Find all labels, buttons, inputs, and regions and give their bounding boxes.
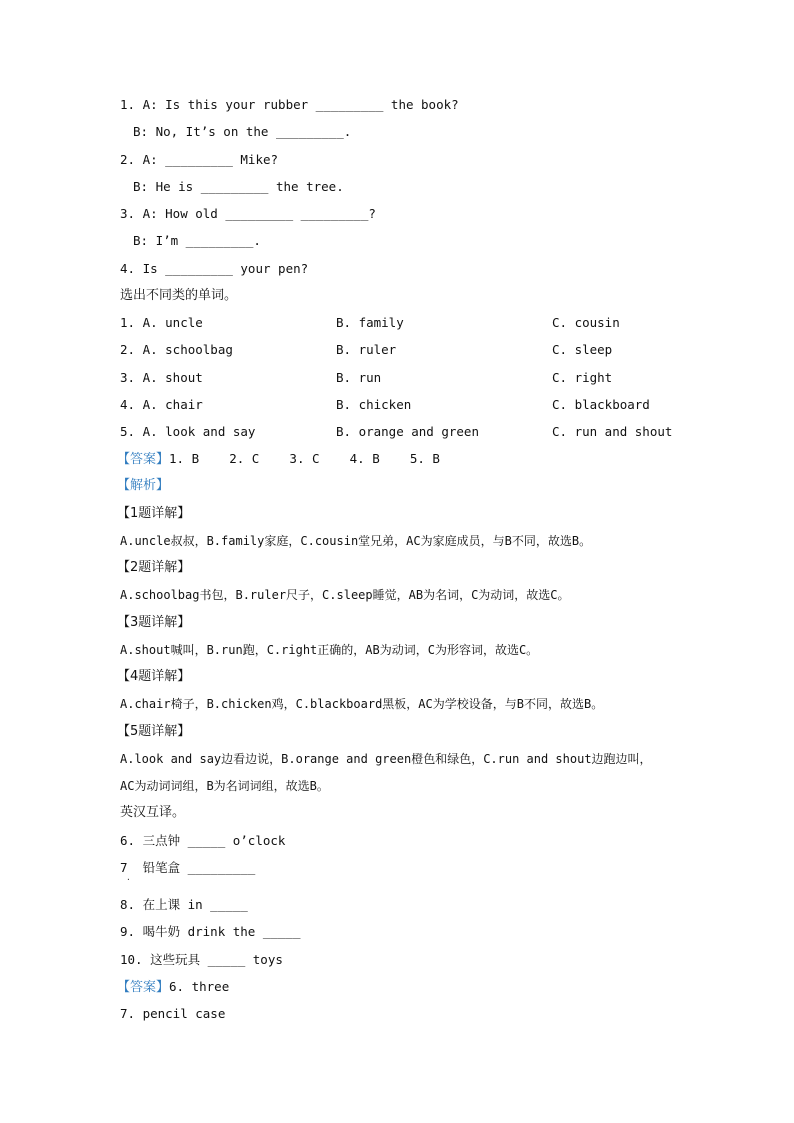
detail-5-title: 【5题详解】 [117, 724, 191, 739]
odd-row-1-option-a: 1. A. uncle [120, 315, 203, 330]
detail-3-text: A.shout喊叫，B.run跑，C.right正确的，AB为动词，C为形容词，故选C。 [120, 643, 539, 657]
odd-row-5 [120, 422, 673, 442]
detail-4-title: 【4题详解】 [117, 669, 191, 684]
translate-answer-6-text: 6. three [169, 979, 230, 994]
detail-1-text: A.uncle叔叔，B.family家庭，C.cousin堂兄弟，AC为家庭成员，与B不同，故选B。 [120, 534, 592, 548]
detail-5-text-continued: AC为动词词组，B为名词词组，故选B。 [120, 779, 329, 793]
odd-row-4-option-c: C. blackboard [552, 397, 650, 412]
odd-row-5-option-c: C. run and shout [552, 424, 673, 439]
translate-answer-label: 【答案】 [117, 980, 170, 995]
odd-row-3-option-c: C. right [552, 370, 613, 385]
detail-2-text: A.schoolbag书包，B.ruler尺子，C.sleep睡觉，AB为名词，C为动词，故选C。 [120, 588, 570, 602]
odd-row-4-option-b: B. chicken [336, 397, 412, 412]
odd-row-4-option-a: 4. A. chair [120, 397, 203, 412]
odd-row-2-option-a: 2. A. schoolbag [120, 342, 233, 357]
detail-2-title: 【2题详解】 [117, 560, 191, 575]
odd-row-4 [120, 395, 650, 415]
odd-one-out-heading: 选出不同类的单词。 [120, 288, 238, 303]
detail-3-title: 【3题详解】 [117, 615, 191, 630]
stray-dot: · [126, 875, 131, 884]
odd-row-3-option-b: B. run [336, 370, 382, 385]
question-2-b: B: He is _________ the tree. [133, 179, 344, 194]
translate-answer-7: 7. pencil case [120, 1006, 226, 1021]
odd-row-1-option-c: C. cousin [552, 315, 620, 330]
question-1-a: 1. A: Is this your rubber _________ the book? [120, 97, 459, 112]
odd-row-1 [120, 313, 620, 333]
translate-item-6: 6. 三点钟 _____ o’clock [120, 833, 286, 848]
question-4-a: 4. Is _________ your pen? [120, 261, 309, 276]
odd-row-3-option-a: 3. A. shout [120, 370, 203, 385]
detail-4-text: A.chair椅子，B.chicken鸡，C.blackboard黑板，AC为学校设备，与B不同，故选B。 [120, 697, 604, 711]
translate-answer-6 [117, 977, 229, 997]
odd-answer [117, 449, 440, 469]
detail-5-text: A.look and say边看边说，B.orange and green橙色和绿色，C.run and shout边跑边叫， [120, 752, 652, 766]
analysis-label: 【解析】 [117, 478, 170, 493]
odd-row-3 [120, 368, 613, 388]
translate-item-7: 7 铅笔盒 _________ [120, 860, 256, 875]
question-1-b: B: No, It’s on the _________. [133, 124, 352, 139]
odd-row-2 [120, 340, 613, 360]
translate-item-9: 9. 喝牛奶 drink the _____ [120, 924, 301, 939]
question-3-a: 3. A: How old _________ _________? [120, 206, 376, 221]
question-2-a: 2. A: _________ Mike? [120, 152, 279, 167]
question-3-b: B: I’m _________. [133, 233, 261, 248]
odd-row-2-option-b: B. ruler [336, 342, 397, 357]
odd-row-2-option-c: C. sleep [552, 342, 613, 357]
odd-row-5-option-a: 5. A. look and say [120, 424, 256, 439]
translate-item-10: 10. 这些玩具 _____ toys [120, 952, 283, 967]
translate-heading: 英汉互译。 [120, 805, 186, 820]
odd-row-5-option-b: B. orange and green [336, 424, 479, 439]
detail-1-title: 【1题详解】 [117, 506, 191, 521]
translate-item-8: 8. 在上课 in _____ [120, 897, 248, 912]
answer-label: 【答案】 [117, 452, 170, 467]
odd-row-1-option-b: B. family [336, 315, 404, 330]
answer-text: 1. B 2. C 3. C 4. B 5. B [169, 451, 440, 466]
